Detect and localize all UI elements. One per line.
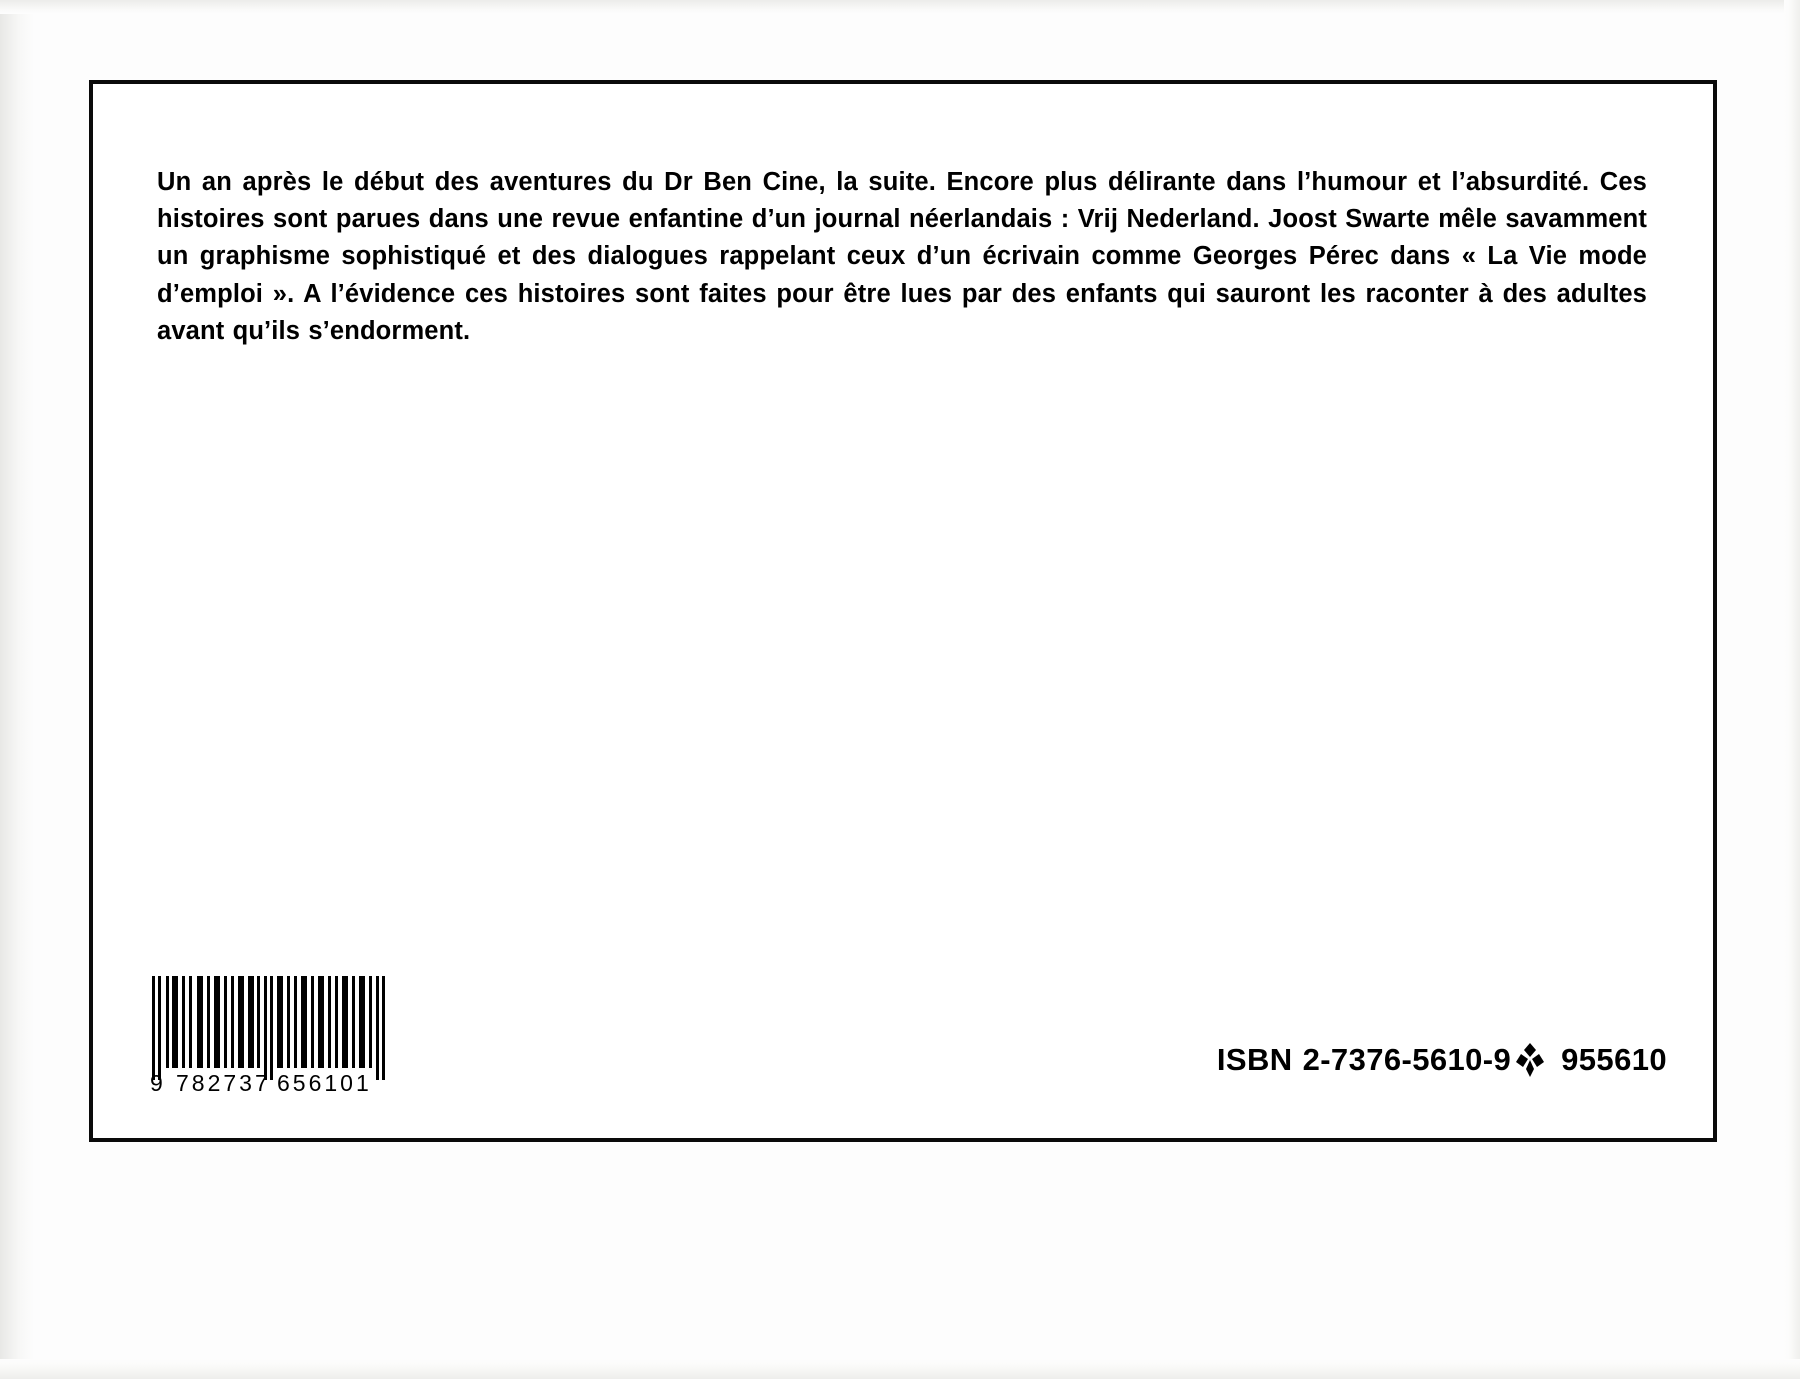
isbn-price-code: 955610 bbox=[1561, 1042, 1667, 1077]
scan-edge-left bbox=[0, 0, 34, 1379]
isbn-label: ISBN bbox=[1216, 1042, 1293, 1077]
publisher-logo-icon bbox=[1515, 1042, 1545, 1078]
scan-edge-top bbox=[0, 0, 1800, 14]
scan-edge-right bbox=[1784, 0, 1800, 1379]
barcode-icon bbox=[152, 976, 387, 1068]
back-cover-blurb: Un an après le début des aventures du Dr Ben Cine, la suite. Encore plus délirante dans l’humour et l’absurdité. Ces histoires sont parues dans une revue enfantine d’un journal néerlandais : Vrij Nederland. Joost Swarte mêle savamment un graphisme sophistiqué et des dialogues rappelant ceux d’un écrivain comme Georges Pérec dans « La Vie mode d’emploi ». A l’évidence ces histoires sont faites pour être lues par des enfants qui sauront les raconter à des adultes avant qu’ils s’endorment. bbox=[157, 167, 1647, 346]
barcode bbox=[152, 976, 387, 1096]
barcode-group-2: 656101 bbox=[277, 1070, 372, 1096]
scan-edge-bottom bbox=[0, 1359, 1800, 1379]
isbn-number: 2-7376-5610-9 bbox=[1302, 1042, 1512, 1077]
barcode-digits bbox=[152, 1070, 387, 1096]
isbn-line bbox=[1217, 1042, 1667, 1078]
barcode-lead-digit: 9 bbox=[150, 1070, 166, 1096]
barcode-group-1: 782737 bbox=[176, 1070, 271, 1096]
back-cover-frame bbox=[89, 80, 1717, 1142]
